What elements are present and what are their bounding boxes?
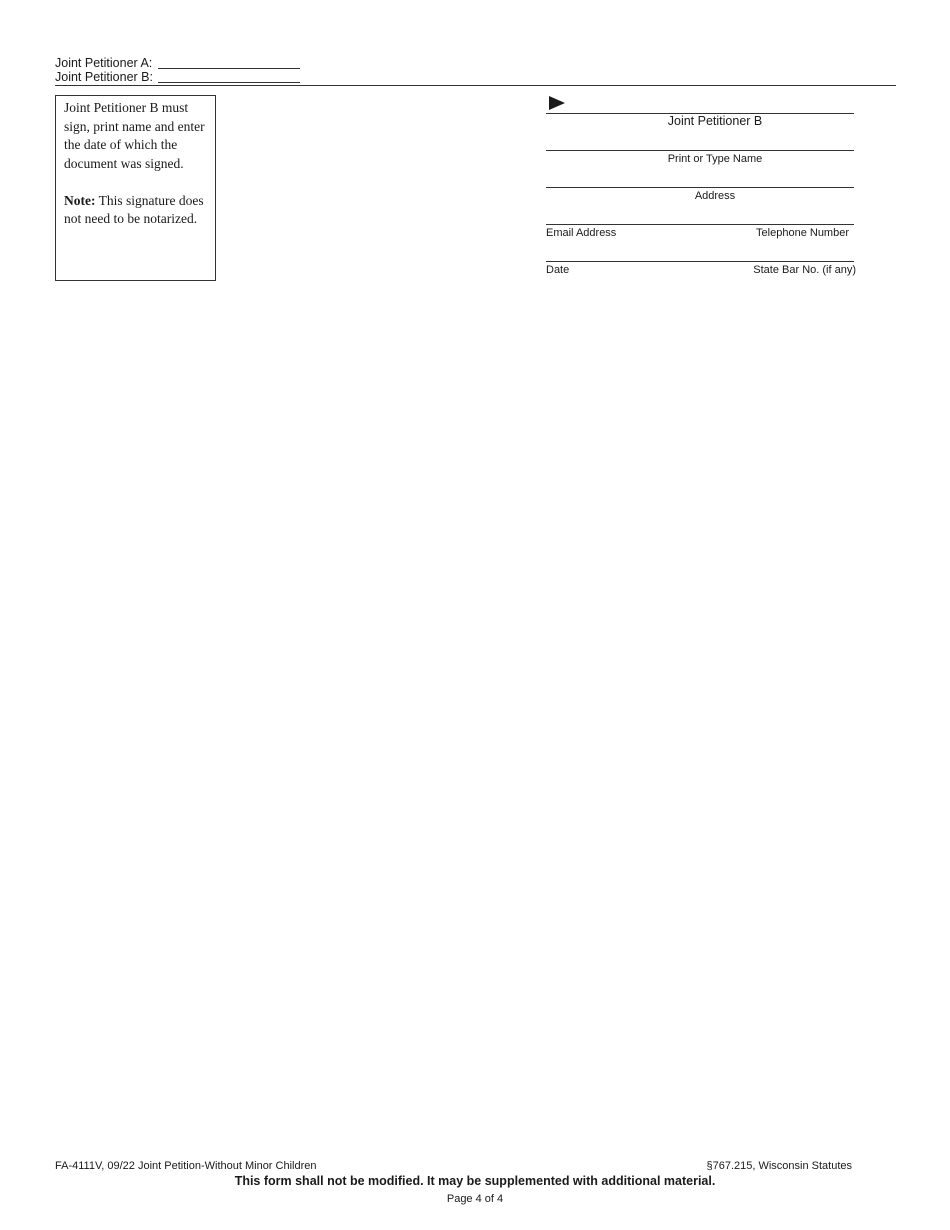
signer-caption: Joint Petitioner B	[667, 114, 763, 128]
bar-number-caption: State Bar No. (if any)	[753, 264, 856, 276]
note-text: This signature does not need to be notarized.	[64, 192, 204, 226]
petitioner-a-field[interactable]	[158, 68, 300, 69]
signature-instructions-box	[55, 95, 216, 281]
print-name-line[interactable]	[546, 150, 854, 151]
petitioner-b-field[interactable]	[158, 82, 300, 83]
page-number: Page 4 of 4	[446, 1193, 504, 1205]
statute-reference: §767.215, Wisconsin Statutes	[706, 1160, 852, 1172]
note-label: Note:	[64, 192, 96, 208]
address-caption: Address	[694, 190, 736, 202]
form-identifier: FA-4111V, 09/22 Joint Petition-Without Minor Children	[55, 1160, 317, 1172]
date-caption: Date	[546, 264, 570, 276]
phone-caption: Telephone Number	[756, 227, 849, 239]
date-bar-line[interactable]	[546, 261, 854, 262]
petitioner-b-label: Joint Petitioner B:	[55, 70, 153, 84]
email-caption: Email Address	[546, 227, 617, 239]
instructions-text: Joint Petitioner B must sign, print name and enter the date of which the document was signed.	[64, 100, 205, 171]
petitioner-a-label: Joint Petitioner A:	[55, 56, 153, 70]
note-paragraph	[64, 192, 209, 229]
print-name-caption: Print or Type Name	[667, 153, 763, 165]
address-line[interactable]	[546, 187, 854, 188]
sign-here-arrow-icon	[549, 96, 565, 110]
header-divider	[55, 85, 896, 86]
modification-warning: This form shall not be modified. It may be supplemented with additional material.	[234, 1174, 716, 1188]
email-phone-line[interactable]	[546, 224, 854, 225]
